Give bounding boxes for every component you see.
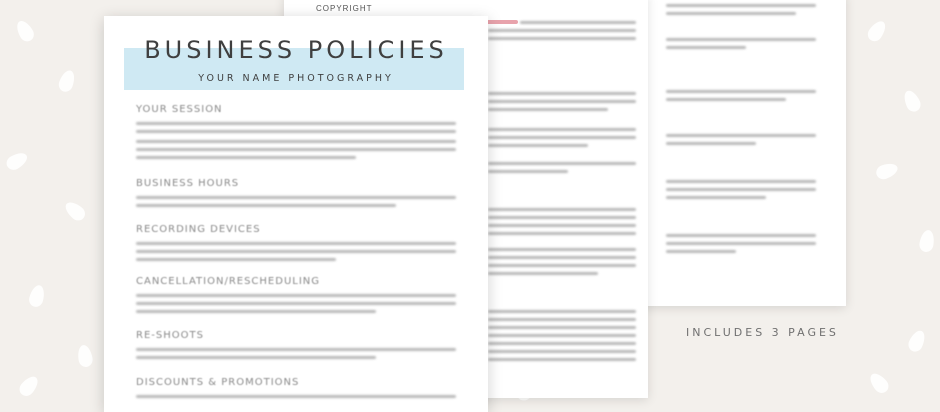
petal-decoration: [57, 68, 78, 93]
petal-decoration: [906, 328, 928, 354]
petal-decoration: [62, 199, 88, 224]
petal-decoration: [865, 18, 889, 44]
section-heading-recording-devices: RECORDING DEVICES: [136, 224, 261, 235]
petal-decoration: [874, 161, 899, 182]
document-subtitle: YOUR NAME PHOTOGRAPHY: [198, 73, 394, 84]
petal-decoration: [27, 284, 46, 309]
section-heading-cancellation: CANCELLATION/RESCHEDULING: [136, 276, 321, 287]
petal-decoration: [918, 229, 936, 253]
section-heading-discounts: DISCOUNTS & PROMOTIONS: [136, 377, 300, 388]
section-heading-your-session: YOUR SESSION: [136, 104, 223, 115]
petal-decoration: [76, 344, 94, 368]
copyright-heading: COPYRIGHT: [316, 4, 373, 13]
petal-decoration: [4, 149, 30, 172]
petal-decoration: [17, 373, 42, 399]
document-title: BUSINESS POLICIES: [144, 36, 448, 64]
pages-caption: INCLUDES 3 PAGES: [686, 326, 839, 339]
section-heading-business-hours: BUSINESS HOURS: [136, 178, 240, 189]
section-heading-re-shoots: RE-SHOOTS: [136, 330, 204, 341]
front-page: [104, 16, 488, 412]
petal-decoration: [13, 18, 36, 44]
petal-decoration: [867, 370, 892, 396]
petal-decoration: [901, 88, 923, 114]
back-page: [638, 0, 846, 306]
